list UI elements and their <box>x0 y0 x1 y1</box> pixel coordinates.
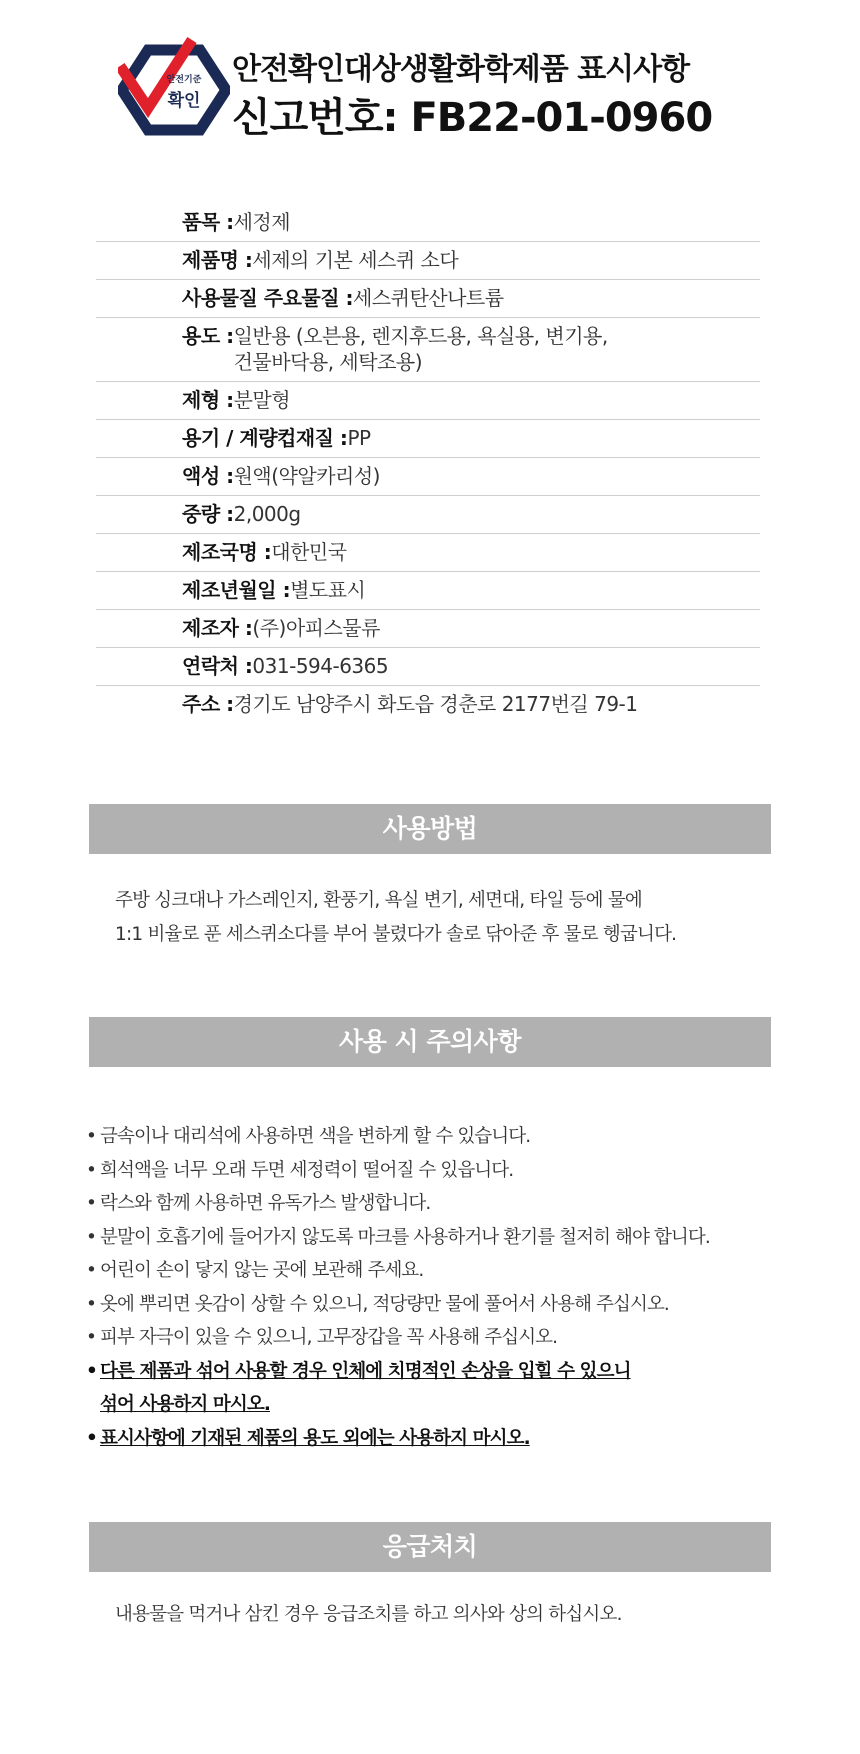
badge-small-text: 안전기준 <box>166 75 202 85</box>
caution-text: 피부 자극이 있을 수 있으니, 고무장갑을 꼭 사용해 주십시오. <box>100 1327 558 1348</box>
caution-section-header: 사용 시 주의사항 <box>89 1017 771 1067</box>
info-label: 액성 : <box>182 464 234 488</box>
info-label: 제조자 : <box>182 616 253 640</box>
info-label: 용기 / 계량컵재질 : <box>182 426 348 450</box>
caution-list <box>86 1120 786 1455</box>
info-row <box>96 280 760 318</box>
caution-text: 희석액을 너무 오래 두면 세정력이 떨어질 수 있읍니다. <box>100 1159 514 1181</box>
caution-warning-item <box>86 1355 786 1422</box>
usage-line: 1:1 비율로 푼 세스퀴소다를 부어 불렸다가 솔로 닦아준 후 물로 헹굽니다. <box>115 924 677 945</box>
header <box>118 36 758 141</box>
badge-big-text: 확인 <box>167 91 201 111</box>
info-label: 제형 : <box>182 388 234 412</box>
caution-item <box>86 1254 786 1288</box>
info-value: 2,000g <box>233 502 301 526</box>
info-row <box>96 496 760 534</box>
info-row <box>96 572 760 610</box>
bullet-icon: • <box>86 1427 97 1449</box>
bullet-icon: • <box>86 1293 97 1315</box>
info-value: 별도표시 <box>290 578 366 602</box>
info-value: (주)아피스물류 <box>252 616 380 640</box>
info-label: 용도 : <box>182 324 234 348</box>
bullet-icon: • <box>86 1193 97 1214</box>
info-row <box>96 420 760 458</box>
info-row <box>96 458 760 496</box>
page-title: 안전확인대상생활화학제품 표시사항 <box>232 52 690 87</box>
product-info-table <box>96 204 760 723</box>
caution-item <box>86 1154 786 1188</box>
caution-warning-text: 섞어 사용하지 마시오. <box>100 1394 270 1415</box>
caution-warning-text: 다른 제품과 섞어 사용할 경우 인체에 치명적인 손상을 입힐 수 있으니 <box>100 1360 631 1382</box>
info-value: 원액(약알카리성) <box>233 464 380 488</box>
report-number: 신고번호: FB22-01-0960 <box>232 95 713 141</box>
info-row <box>96 382 760 420</box>
bullet-icon: • <box>86 1327 97 1348</box>
first-aid-text: 내용물을 먹거나 삼킨 경우 응급조치를 하고 의사와 상의 하십시오. <box>115 1604 622 1625</box>
caution-item <box>86 1187 786 1221</box>
caution-text: 금속이나 대리석에 사용하면 색을 변하게 할 수 있습니다. <box>100 1126 531 1147</box>
bullet-icon: • <box>86 1126 97 1147</box>
usage-section-header: 사용방법 <box>89 804 771 854</box>
info-label: 주소 : <box>182 692 234 716</box>
first-aid-section-header: 응급처치 <box>89 1522 771 1572</box>
info-row <box>96 648 760 686</box>
info-row <box>96 686 760 723</box>
info-label: 제조년월일 : <box>182 578 291 602</box>
info-label: 연락처 : <box>182 654 253 678</box>
bullet-icon: • <box>86 1226 97 1248</box>
caution-warning-text: 표시사항에 기재된 제품의 용도 외에는 사용하지 마시오. <box>100 1427 530 1449</box>
bullet-icon: • <box>86 1260 97 1281</box>
caution-text: 락스와 함께 사용하면 유독가스 발생합니다. <box>100 1193 431 1214</box>
bullet-icon: • <box>86 1360 97 1382</box>
caution-text: 옷에 뿌리면 옷감이 상할 수 있으니, 적당량만 물에 풀어서 사용해 주십시오. <box>100 1293 669 1315</box>
info-value: 031-594-6365 <box>252 654 389 678</box>
safety-check-badge <box>118 36 230 136</box>
info-row <box>96 534 760 572</box>
caution-item <box>86 1120 786 1154</box>
info-value: PP <box>347 426 371 450</box>
caution-item <box>86 1288 786 1322</box>
caution-item <box>86 1221 786 1255</box>
info-value: 일반용 (오븐용, 렌지후드용, 욕실용, 변기용, 건물바닥용, 세탁조용) <box>233 324 608 374</box>
bullet-icon: • <box>86 1159 97 1181</box>
usage-line: 주방 싱크대나 가스레인지, 환풍기, 욕실 변기, 세면대, 타일 등에 물에 <box>115 890 642 911</box>
caution-warning-item <box>86 1422 786 1456</box>
caution-text: 어린이 손이 닿지 않는 곳에 보관해 주세요. <box>100 1260 424 1281</box>
info-row <box>96 204 760 242</box>
caution-text: 분말이 호흡기에 들어가지 않도록 마크를 사용하거나 환기를 철저히 해야 합니다. <box>100 1226 710 1248</box>
info-label: 제조국명 : <box>182 540 272 564</box>
info-label: 사용물질 주요물질 : <box>182 286 353 310</box>
info-value: 세스퀴탄산나트륨 <box>352 286 504 310</box>
info-value: 분말형 <box>233 388 291 412</box>
info-value: 세제의 기본 세스퀴 소다 <box>252 248 459 272</box>
info-row <box>96 318 760 382</box>
info-label: 중량 : <box>182 502 234 526</box>
info-value: 대한민국 <box>271 540 347 564</box>
info-row <box>96 242 760 280</box>
usage-text <box>115 884 815 952</box>
info-row <box>96 610 760 648</box>
info-label: 품목 : <box>182 210 234 234</box>
info-label: 제품명 : <box>182 248 253 272</box>
info-value: 세정제 <box>233 210 291 234</box>
caution-item <box>86 1321 786 1355</box>
info-value: 경기도 남양주시 화도읍 경춘로 2177번길 79-1 <box>233 692 638 716</box>
